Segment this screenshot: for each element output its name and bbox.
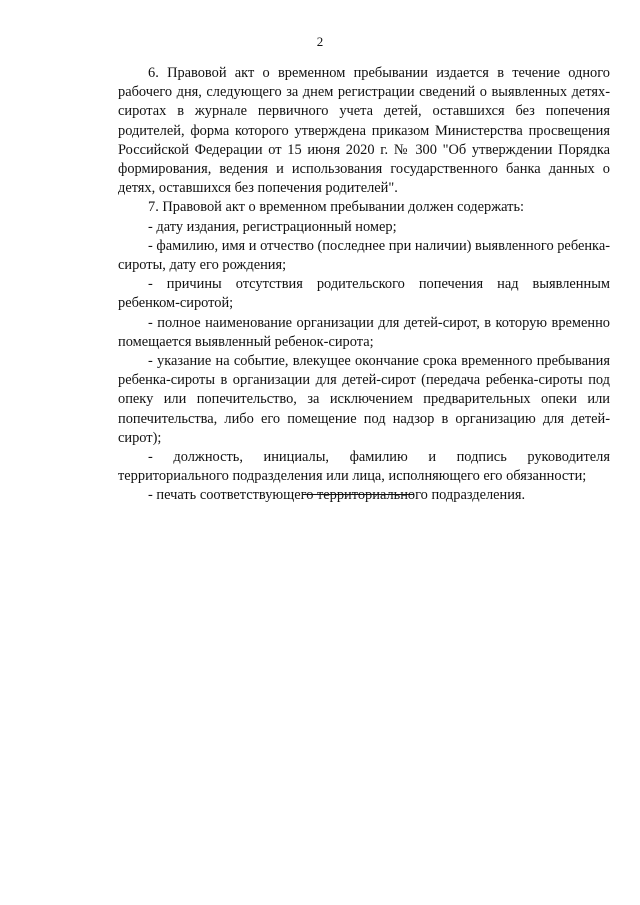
list-item-stay-end-event: - указание на событие, влекущее окончание срока временного пребывания ребенка-сироты в организации для детей-сирот (передача ребенка-сироты под опеку или попечительство, за исключением предварительных опеки или попечительства, либо его помещение под надзор в организацию для детей-сирот);: [118, 353, 610, 446]
list-item-issue-date: - дату издания, регистрационный номер;: [148, 218, 397, 235]
page-number: 2: [316, 34, 324, 49]
paragraph-item-6: 6. Правовой акт о временном пребывании издается в течение одного рабочего дня, следующего за днем регистрации сведений о выявленных детях-сиротах в журнале первичного учета детей, оставшихся без попечения родителей, форма которого утверждена приказом Министерства просвещения Российской Федерации от 15 июня 2020 г. № 300 "Об утверждении Порядка формирования, ведения и использования государственного банка данных о детях, оставшихся без попечения родителей".: [118, 65, 610, 197]
list-item-care-reasons: - причины отсутствия родительского попечения над выявленным ребенком-сиротой;: [118, 276, 610, 312]
list-item-organization-name: - полное наименование организации для детей-сирот, в которую временно помещается выявленный ребенок-сирота;: [118, 314, 610, 350]
document-body: [118, 64, 610, 506]
end-separator-line: [303, 494, 414, 495]
list-item-signature: - должность, инициалы, фамилию и подпись руководителя территориального подразделения или лица, исполняющего его обязанности;: [118, 449, 610, 485]
list-item-stamp: - печать соответствующего территориального подразделения.: [148, 487, 526, 504]
list-item-child-name: - фамилию, имя и отчество (последнее при наличии) выявленного ребенка-сироты, дату его рождения;: [118, 237, 610, 274]
paragraph-item-7: 7. Правовой акт о временном пребывании должен содержать:: [148, 199, 525, 216]
